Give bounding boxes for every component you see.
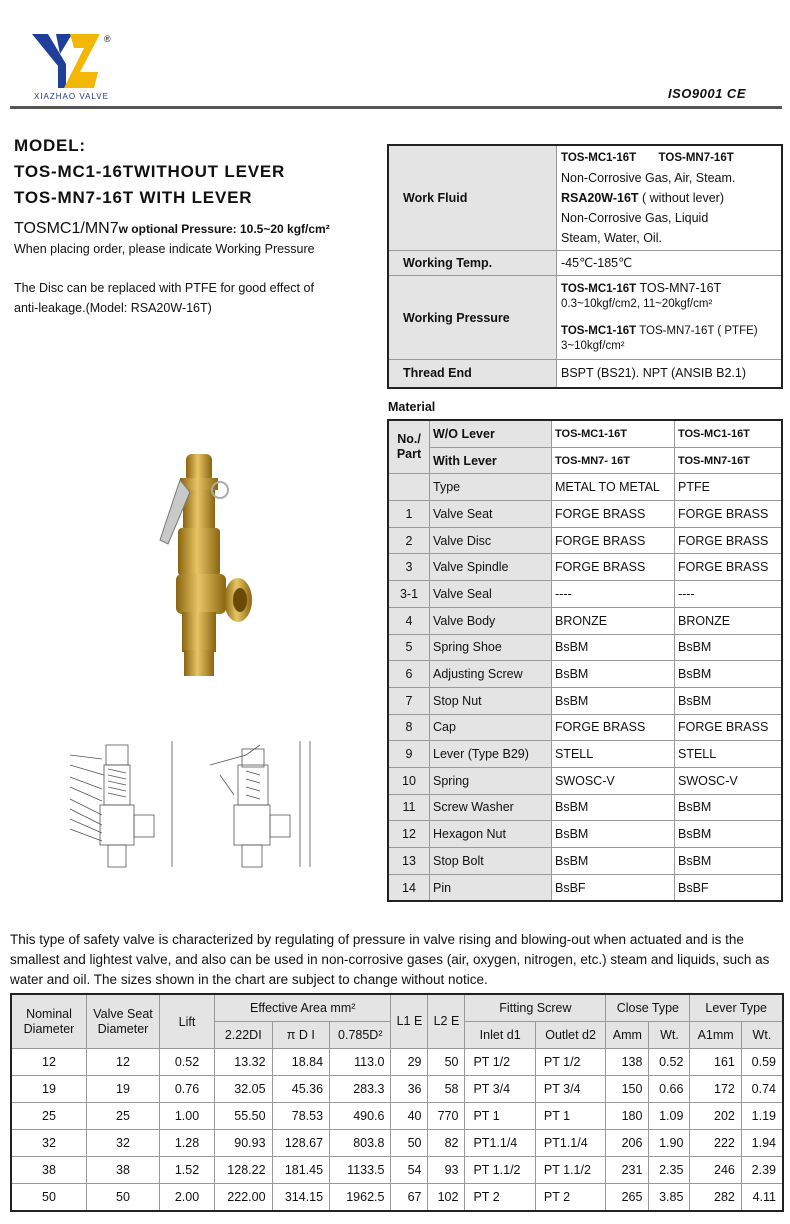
material-row <box>388 607 782 634</box>
p-range2: 3~10kgf/cm² <box>561 340 625 352</box>
cell-lift: 0.52 <box>160 1049 215 1076</box>
cell-outlet: PT 1/2 <box>535 1049 605 1076</box>
order-note: When placing order, please indicate Working Pressure <box>14 242 315 256</box>
cell-l1: 29 <box>391 1049 428 1076</box>
cell-inlet: PT 1.1/2 <box>465 1157 535 1184</box>
cell-area-a: 13.32 <box>215 1049 273 1076</box>
cell-close-wt: 1.09 <box>649 1103 690 1130</box>
with-model-1: TOS-MN7- 16T <box>552 447 675 474</box>
material-row <box>388 527 782 554</box>
cell-l2: 50 <box>428 1049 465 1076</box>
cell-lift: 1.00 <box>160 1103 215 1130</box>
wf-text1: Non-Corrosive Gas, Air, Steam. <box>561 171 736 185</box>
pressure-label: Working Pressure <box>388 276 557 360</box>
part-number: 13 <box>388 848 430 875</box>
l2-header: L2 E <box>428 994 465 1049</box>
cell-lever-a1: 161 <box>690 1049 741 1076</box>
cell-lift: 1.52 <box>160 1157 215 1184</box>
part-name: Valve Seal <box>430 581 552 608</box>
material-metal: BRONZE <box>552 607 675 634</box>
cell-area-c: 1133.5 <box>330 1157 391 1184</box>
cell-area-c: 283.3 <box>330 1076 391 1103</box>
part-number: 5 <box>388 634 430 661</box>
material-table <box>387 419 783 902</box>
pressure-value <box>557 276 783 360</box>
material-row <box>388 474 782 501</box>
material-row <box>388 501 782 528</box>
cell-area-b: 181.45 <box>272 1157 330 1184</box>
cell-l2: 770 <box>428 1103 465 1130</box>
cell-inlet: PT 1/2 <box>465 1049 535 1076</box>
material-caption: Material <box>388 400 436 414</box>
area-2-22di-header: 2.22DI <box>215 1022 273 1049</box>
material-row <box>388 821 782 848</box>
p-model2: TOS-MC1-16T <box>561 325 637 337</box>
dimension-row <box>11 1049 783 1076</box>
area-pidi-header: π D I <box>272 1022 330 1049</box>
outlet-header: Outlet d2 <box>535 1022 605 1049</box>
fitting-screw-header: Fitting Screw <box>465 994 606 1022</box>
certification-mark: ISO9001 CE <box>668 86 746 101</box>
thread-label: Thread End <box>388 360 557 388</box>
part-number: 14 <box>388 874 430 901</box>
material-row <box>388 794 782 821</box>
part-number: 9 <box>388 741 430 768</box>
part-name: Valve Seat <box>430 501 552 528</box>
material-metal: METAL TO METAL <box>552 474 675 501</box>
material-ptfe: FORGE BRASS <box>674 714 782 741</box>
cell-outlet: PT 2 <box>535 1184 605 1212</box>
part-number: 3 <box>388 554 430 581</box>
cell-close-a: 206 <box>606 1130 649 1157</box>
material-metal: FORGE BRASS <box>552 501 675 528</box>
part-name: Stop Nut <box>430 687 552 714</box>
part-name: Adjusting Screw <box>430 661 552 688</box>
part-name: Stop Bolt <box>430 848 552 875</box>
material-ptfe: BsBM <box>674 794 782 821</box>
part-number: 10 <box>388 767 430 794</box>
optional-pressure <box>14 220 330 238</box>
cell-lever-a1: 202 <box>690 1103 741 1130</box>
part-name: Screw Washer <box>430 794 552 821</box>
material-row <box>388 848 782 875</box>
brand-caption: XIAZHAO VALVE <box>34 92 109 101</box>
dimension-row <box>11 1076 783 1103</box>
cell-nominal: 38 <box>11 1157 87 1184</box>
cell-l2: 102 <box>428 1184 465 1212</box>
cell-l2: 58 <box>428 1076 465 1103</box>
material-metal: BsBM <box>552 848 675 875</box>
material-row <box>388 767 782 794</box>
material-row <box>388 687 782 714</box>
material-row <box>388 661 782 688</box>
valve-photo <box>150 440 260 680</box>
cell-area-a: 222.00 <box>215 1184 273 1212</box>
material-rows <box>388 474 782 902</box>
cell-l1: 50 <box>391 1130 428 1157</box>
model-without-lever: TOS-MC1-16TWITHOUT LEVER <box>14 162 286 181</box>
dimension-row <box>11 1157 783 1184</box>
part-number: 11 <box>388 794 430 821</box>
material-metal: BsBM <box>552 661 675 688</box>
cell-nominal: 19 <box>11 1076 87 1103</box>
material-ptfe: BsBM <box>674 634 782 661</box>
cell-close-a: 180 <box>606 1103 649 1130</box>
cell-l1: 67 <box>391 1184 428 1212</box>
material-ptfe: FORGE BRASS <box>674 554 782 581</box>
cell-area-c: 803.8 <box>330 1130 391 1157</box>
l1-header: L1 E <box>391 994 428 1049</box>
cell-nominal: 32 <box>11 1130 87 1157</box>
close-a-header: Amm <box>606 1022 649 1049</box>
wf-model2-note: ( without lever) <box>638 191 724 205</box>
cell-inlet: PT 2 <box>465 1184 535 1212</box>
cell-area-c: 113.0 <box>330 1049 391 1076</box>
wf-text2: Non-Corrosive Gas, Liquid <box>561 211 709 225</box>
part-name: Valve Disc <box>430 527 552 554</box>
material-metal: FORGE BRASS <box>552 554 675 581</box>
part-number: 6 <box>388 661 430 688</box>
cell-l1: 54 <box>391 1157 428 1184</box>
part-number: 3-1 <box>388 581 430 608</box>
cell-seat: 25 <box>87 1103 160 1130</box>
cell-outlet: PT 1 <box>535 1103 605 1130</box>
cell-close-a: 231 <box>606 1157 649 1184</box>
material-ptfe: BsBM <box>674 821 782 848</box>
part-name: Cap <box>430 714 552 741</box>
cell-close-wt: 1.90 <box>649 1130 690 1157</box>
material-ptfe: BsBM <box>674 687 782 714</box>
dimension-table <box>10 993 784 1212</box>
part-number: 7 <box>388 687 430 714</box>
cell-nominal: 25 <box>11 1103 87 1130</box>
cell-lift: 2.00 <box>160 1184 215 1212</box>
part-number: 2 <box>388 527 430 554</box>
lever-a1-header: A1mm <box>690 1022 741 1049</box>
seat-diameter-header: Valve Seat Diameter <box>87 994 160 1049</box>
part-number: 4 <box>388 607 430 634</box>
part-number <box>388 474 430 501</box>
lift-header: Lift <box>160 994 215 1049</box>
p-model1b: TOS-MN7-16T <box>636 281 722 295</box>
sectional-drawing-with-lever <box>190 735 320 875</box>
part-name: Hexagon Nut <box>430 821 552 848</box>
cell-area-b: 18.84 <box>272 1049 330 1076</box>
material-ptfe: SWOSC-V <box>674 767 782 794</box>
cell-lever-wt: 0.74 <box>741 1076 783 1103</box>
p-model1: TOS-MC1-16T <box>561 283 637 295</box>
lever-wt-header: Wt. <box>741 1022 783 1049</box>
material-metal: STELL <box>552 741 675 768</box>
cell-lever-wt: 1.94 <box>741 1130 783 1157</box>
cell-lever-wt: 4.11 <box>741 1184 783 1212</box>
material-row <box>388 714 782 741</box>
cell-area-a: 128.22 <box>215 1157 273 1184</box>
spec-table <box>387 144 783 389</box>
cell-inlet: PT1.1/4 <box>465 1130 535 1157</box>
wo-lever-header: W/O Lever <box>430 420 552 447</box>
thread-value: BSPT (BS21). NPT (ANSIB B2.1) <box>557 360 783 388</box>
cell-seat: 38 <box>87 1157 160 1184</box>
cell-area-b: 45.36 <box>272 1076 330 1103</box>
material-row <box>388 741 782 768</box>
material-ptfe: FORGE BRASS <box>674 527 782 554</box>
cell-lift: 1.28 <box>160 1130 215 1157</box>
wf-model2: RSA20W-16T <box>561 191 639 205</box>
material-ptfe: STELL <box>674 741 782 768</box>
cell-outlet: PT 1.1/2 <box>535 1157 605 1184</box>
material-ptfe: BsBM <box>674 848 782 875</box>
header-divider <box>10 106 782 109</box>
registered-mark: ® <box>104 34 111 44</box>
cell-lever-a1: 172 <box>690 1076 741 1103</box>
material-metal: SWOSC-V <box>552 767 675 794</box>
wf-text3: Steam, Water, Oil. <box>561 231 662 245</box>
material-ptfe: ---- <box>674 581 782 608</box>
cell-area-b: 314.15 <box>272 1184 330 1212</box>
lever-type-header: Lever Type <box>690 994 783 1022</box>
cell-close-wt: 0.52 <box>649 1049 690 1076</box>
part-name: Pin <box>430 874 552 901</box>
wo-model-1: TOS-MC1-16T <box>552 420 675 447</box>
work-fluid-value <box>557 145 783 251</box>
part-number: 12 <box>388 821 430 848</box>
part-name: Spring Shoe <box>430 634 552 661</box>
material-row <box>388 581 782 608</box>
cell-close-wt: 2.35 <box>649 1157 690 1184</box>
part-name: Valve Body <box>430 607 552 634</box>
cell-nominal: 50 <box>11 1184 87 1212</box>
cell-inlet: PT 1 <box>465 1103 535 1130</box>
cell-seat: 50 <box>87 1184 160 1212</box>
cell-lift: 0.76 <box>160 1076 215 1103</box>
model-with-lever: TOS-MN7-16T WITH LEVER <box>14 188 253 207</box>
material-ptfe: BsBM <box>674 661 782 688</box>
p-model2b: TOS-MN7-16T ( PTFE) <box>636 325 758 337</box>
cell-area-a: 90.93 <box>215 1130 273 1157</box>
cell-seat: 12 <box>87 1049 160 1076</box>
material-metal: FORGE BRASS <box>552 714 675 741</box>
cell-area-a: 32.05 <box>215 1076 273 1103</box>
cell-lever-wt: 2.39 <box>741 1157 783 1184</box>
cell-close-a: 150 <box>606 1076 649 1103</box>
part-name: Type <box>430 474 552 501</box>
wo-model-2: TOS-MC1-16T <box>674 420 782 447</box>
material-row <box>388 554 782 581</box>
dimension-row <box>11 1103 783 1130</box>
model-title: MODEL: <box>14 136 86 155</box>
wf-models: TOS-MC1-16T TOS-MN7-16T <box>561 152 734 164</box>
cell-lever-a1: 282 <box>690 1184 741 1212</box>
cell-lever-a1: 222 <box>690 1130 741 1157</box>
material-row <box>388 874 782 901</box>
cell-seat: 19 <box>87 1076 160 1103</box>
close-wt-header: Wt. <box>649 1022 690 1049</box>
part-name: Lever (Type B29) <box>430 741 552 768</box>
material-ptfe: FORGE BRASS <box>674 501 782 528</box>
dimension-rows <box>11 1049 783 1212</box>
material-metal: BsBM <box>552 634 675 661</box>
cell-lever-wt: 0.59 <box>741 1049 783 1076</box>
product-description: This type of safety valve is characterized by regulating of pressure in valve rising and blowing-out when actuated and is the smallest and lightest valve, and also can be used in non-corrosive gases (air, oxygen, nitrogen, etc.) steam and liquids, such as water and oil. The sizes shown in the chart are subject to change without notice. <box>10 932 770 987</box>
cell-lever-a1: 246 <box>690 1157 741 1184</box>
material-metal: FORGE BRASS <box>552 527 675 554</box>
cell-inlet: PT 3/4 <box>465 1076 535 1103</box>
optional-pressure-text: w optional Pressure: 10.5~20 kgf/cm² <box>118 222 330 236</box>
cell-close-a: 265 <box>606 1184 649 1212</box>
material-ptfe: BRONZE <box>674 607 782 634</box>
cell-area-c: 490.6 <box>330 1103 391 1130</box>
disc-note-line1: The Disc can be replaced with PTFE for good effect of <box>14 281 314 295</box>
material-ptfe: BsBF <box>674 874 782 901</box>
close-type-header: Close Type <box>606 994 690 1022</box>
cell-outlet: PT 3/4 <box>535 1076 605 1103</box>
cell-area-b: 128.67 <box>272 1130 330 1157</box>
dimension-row <box>11 1184 783 1212</box>
optional-model: TOSMC1/MN7 <box>14 220 119 237</box>
material-metal: BsBM <box>552 794 675 821</box>
area-0785d2-header: 0.785D² <box>330 1022 391 1049</box>
cell-nominal: 12 <box>11 1049 87 1076</box>
temp-label: Working Temp. <box>388 251 557 276</box>
temp-value: -45℃-185℃ <box>557 251 783 276</box>
cell-close-wt: 0.66 <box>649 1076 690 1103</box>
material-row <box>388 634 782 661</box>
with-lever-header: With Lever <box>430 447 552 474</box>
part-name: Spring <box>430 767 552 794</box>
material-metal: ---- <box>552 581 675 608</box>
cell-close-wt: 3.85 <box>649 1184 690 1212</box>
disc-note-line2: anti-leakage.(Model: RSA20W-16T) <box>14 301 212 315</box>
part-number: 1 <box>388 501 430 528</box>
material-metal: BsBM <box>552 821 675 848</box>
cell-close-a: 138 <box>606 1049 649 1076</box>
dimension-row <box>11 1130 783 1157</box>
inlet-header: Inlet d1 <box>465 1022 535 1049</box>
sectional-drawing-without-lever <box>62 735 182 875</box>
cell-lever-wt: 1.19 <box>741 1103 783 1130</box>
cell-l1: 36 <box>391 1076 428 1103</box>
with-model-2: TOS-MN7-16T <box>674 447 782 474</box>
effective-area-header: Effective Area mm² <box>215 994 391 1022</box>
cell-seat: 32 <box>87 1130 160 1157</box>
part-name: Valve Spindle <box>430 554 552 581</box>
cell-area-b: 78.53 <box>272 1103 330 1130</box>
cell-area-c: 1962.5 <box>330 1184 391 1212</box>
cell-l2: 93 <box>428 1157 465 1184</box>
part-number: 8 <box>388 714 430 741</box>
cell-l1: 40 <box>391 1103 428 1130</box>
cell-l2: 82 <box>428 1130 465 1157</box>
no-part-header: No./ Part <box>388 420 430 474</box>
cell-area-a: 55.50 <box>215 1103 273 1130</box>
material-ptfe: PTFE <box>674 474 782 501</box>
work-fluid-label: Work Fluid <box>388 145 557 251</box>
material-metal: BsBM <box>552 687 675 714</box>
material-metal: BsBF <box>552 874 675 901</box>
cell-outlet: PT1.1/4 <box>535 1130 605 1157</box>
p-range1: 0.3~10kgf/cm2, 11~20kgf/cm² <box>561 298 713 310</box>
nominal-diameter-header: Nominal Diameter <box>11 994 87 1049</box>
